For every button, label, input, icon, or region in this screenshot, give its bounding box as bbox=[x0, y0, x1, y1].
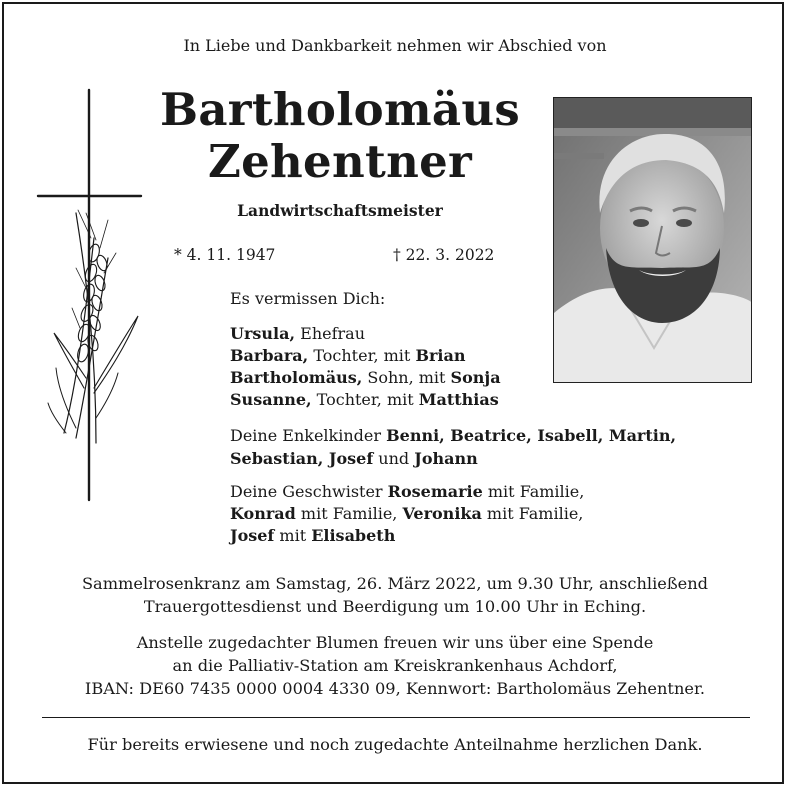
thanks-text: Für bereits erwiesene und noch zugedachte Anteilnahme herzlichen Dank. bbox=[87, 735, 703, 754]
siblings-prefix: Deine Geschwister bbox=[230, 482, 388, 501]
siblings-line-1 bbox=[230, 481, 584, 503]
sibling-suffix: mit Familie, bbox=[295, 504, 403, 523]
grandchildren-prefix: Deine Enkelkinder bbox=[230, 426, 387, 445]
intro-text: In Liebe und Dankbarkeit nehmen wir Abschied von bbox=[183, 36, 607, 55]
portrait-illustration bbox=[554, 98, 752, 383]
donation-line-3: IBAN: DE60 7435 0000 0004 4330 09, Kennwort: Bartholomäus Zehentner. bbox=[84, 679, 706, 698]
sibling-suffix: mit bbox=[274, 526, 312, 545]
sibling-suffix: mit Familie, bbox=[482, 482, 585, 501]
family-line-3 bbox=[230, 367, 501, 389]
sibling-suffix: mit Familie, bbox=[481, 504, 584, 523]
occupation: Landwirtschaftsmeister bbox=[237, 201, 443, 220]
deceased-last-name: Zehentner bbox=[207, 135, 473, 188]
sibling-name: Rosemarie bbox=[387, 482, 483, 501]
family-relation: Ehefrau bbox=[295, 324, 365, 343]
family-relation: Sohn, mit bbox=[362, 368, 451, 387]
sibling-name: Veronika bbox=[402, 504, 482, 523]
cross-with-wheat-icon bbox=[36, 88, 146, 503]
family-relation: Tochter, mit bbox=[311, 390, 419, 409]
siblings-line-2 bbox=[230, 503, 583, 525]
sibling-name: Josef bbox=[230, 526, 275, 545]
family-name: Ursula, bbox=[230, 324, 296, 343]
family-partner: Sonja bbox=[450, 368, 501, 387]
service-line-2: Trauergottesdienst und Beerdigung um 10.00 Uhr in Eching. bbox=[143, 597, 647, 616]
sibling-name: Konrad bbox=[230, 504, 296, 523]
family-name: Barbara, bbox=[230, 346, 309, 365]
donation-line-1: Anstelle zugedachter Blumen freuen wir uns über eine Spende bbox=[136, 633, 654, 652]
grandchildren-names: Johann bbox=[414, 449, 478, 468]
family-line-4 bbox=[230, 389, 499, 411]
sibling-partner: Elisabeth bbox=[311, 526, 396, 545]
donation-line-2: an die Palliativ-Station am Kreiskrankenhaus Achdorf, bbox=[172, 656, 618, 675]
grandchildren-conj: und bbox=[373, 449, 415, 468]
family-line-2 bbox=[230, 345, 465, 367]
deceased-first-name: Bartholomäus bbox=[160, 83, 520, 136]
siblings-line-3 bbox=[230, 525, 395, 547]
grandchildren-names: Sebastian, Josef bbox=[230, 449, 374, 468]
portrait-photo bbox=[553, 97, 752, 383]
grandchildren-names: Benni, Beatrice, Isabell, Martin, bbox=[386, 426, 677, 445]
grandchildren-line-2 bbox=[230, 448, 478, 470]
grandchildren-line-1 bbox=[230, 425, 676, 447]
service-line-1: Sammelrosenkranz am Samstag, 26. März 2022, um 9.30 Uhr, anschließend bbox=[81, 574, 709, 593]
birth-date: * 4. 11. 1947 bbox=[174, 246, 276, 264]
family-name: Susanne, bbox=[230, 390, 312, 409]
death-date: † 22. 3. 2022 bbox=[393, 246, 495, 264]
divider bbox=[42, 717, 750, 718]
mourners-heading: Es vermissen Dich: bbox=[230, 289, 386, 308]
family-partner: Matthias bbox=[418, 390, 499, 409]
family-partner: Brian bbox=[415, 346, 466, 365]
family-line-1 bbox=[230, 323, 365, 345]
family-relation: Tochter, mit bbox=[308, 346, 416, 365]
family-name: Bartholomäus, bbox=[230, 368, 363, 387]
